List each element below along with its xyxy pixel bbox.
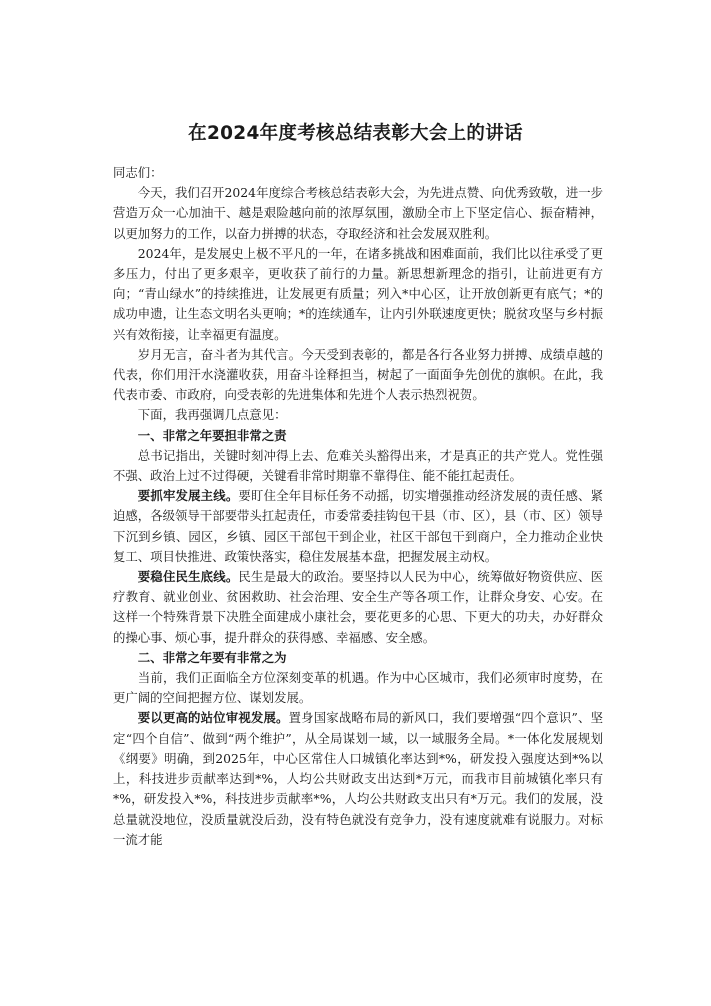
paragraph-9-lead: 要以更高的站位审视发展。 <box>137 710 289 726</box>
paragraph-9-text: 置身国家战略布局的新风口，我们要增强“四个意识”、坚定“四个自信”、做到“两个维护”，从全局谋划一域，以一域服务全局。*一体化发展规划《纲要》明确，到2025年，中心区常住人口城镇化率达到*%，研发投入强度达到*%以上，科技进步贡献率达到*%，人均公共财政支出达到*万元，而我市目前城镇化率只有*%，研发投入*%，科技进步贡献率*%，人均公共财政支出只有*万元。我们的发展，没总量就没地位，没质量就没后劲，没有特色就没有竞争力，没有速度就难有说服力。对标一流才能 <box>113 710 604 847</box>
paragraph-4: 下面，我再强调几点意见： <box>137 407 287 423</box>
paragraph-3: 岁月无言，奋斗者为其代言。今天受到表彰的，都是各行各业努力拼搏、成绩卓越的代表，你们用汗水浇灌收获，用奋斗诠释担当，树起了一面面争先创优的旗帜。在此，我代表市委、市政府，向受表彰的先进集体和先进个人表示热烈祝贺。 <box>113 346 603 403</box>
section-heading-1: 一、非常之年要担非常之责 <box>137 427 287 443</box>
paragraph-5: 总书记指出，关键时刻冲得上去、危难关头豁得出来，才是真正的共产党人。党性强不强、政治上过不过得硬，关键看非常时期靠不靠得住、能不能扛起责任。 <box>113 447 603 484</box>
paragraph-8: 当前，我们正面临全方位深刻变革的机遇。作为中心区城市，我们必须审时度势，在更广阔的空间把握方位、谋划发展。 <box>113 670 603 706</box>
paragraph-7-lead: 要稳住民生底线。 <box>137 569 239 585</box>
paragraph-6 <box>113 486 603 567</box>
section-heading-2: 二、非常之年要有非常之为 <box>137 649 287 665</box>
paragraph-7 <box>113 567 603 648</box>
paragraph-2: 2024年，是发展史上极不平凡的一年，在诸多挑战和困难面前，我们比以往承受了更多压力，付出了更多艰辛，更收获了前行的力量。新思想新理念的指引，让前进更有方向；“青山绿水”的持续推进，让发展更有质量；列入*中心区，让开放创新更有底气；*的成功申遗，让生态文明名头更响；*的连续通车，让内引外联速度更快；脱贫攻坚与乡村振兴有效衔接，让幸福更有温度。 <box>113 245 604 342</box>
paragraph-1: 今天，我们召开2024年度综合考核总结表彰大会，为先进点赞、向优秀致敬，进一步营造万众一心加油干、越是艰险越向前的浓厚氛围，激励全市上下坚定信心、振奋精神，以更加努力的工作，以奋力拼搏的状态，夺取经济和社会发展双胜利。 <box>113 185 604 241</box>
paragraph-7-text: 民生是最大的政治。要坚持以人民为中心，统筹做好物资供应、医疗教育、就业创业、贫困救助、社会治理、安全生产等各项工作，让群众身安、心安。在这样一个特殊背景下决胜全面建成小康社会，要花更多的心思、下更大的功夫，办好群众的操心事、烦心事，提升群众的获得感、幸福感、安全感。 <box>113 569 603 645</box>
paragraph-6-lead: 要抓牢发展主线。 <box>137 488 239 504</box>
paragraph-9 <box>113 708 603 849</box>
salutation: 同志们： <box>113 165 163 180</box>
page-title: 在2024年度考核总结表彰大会上的讲话 <box>188 123 523 144</box>
paragraph-6-text: 要盯住全年目标任务不动摇，切实增强推动经济发展的责任感、紧迫感，各级领导干部要带头扛起责任，市委常委挂钩包干县（市、区），县（市、区）领导下沉到乡镇、园区，乡镇、园区干部包干到企业，社区干部包干到商户，全力推动企业快复工、项目快推进、政策快落实，稳住发展基本盘，把握发展主动权。 <box>113 488 603 564</box>
document-body <box>113 163 603 850</box>
